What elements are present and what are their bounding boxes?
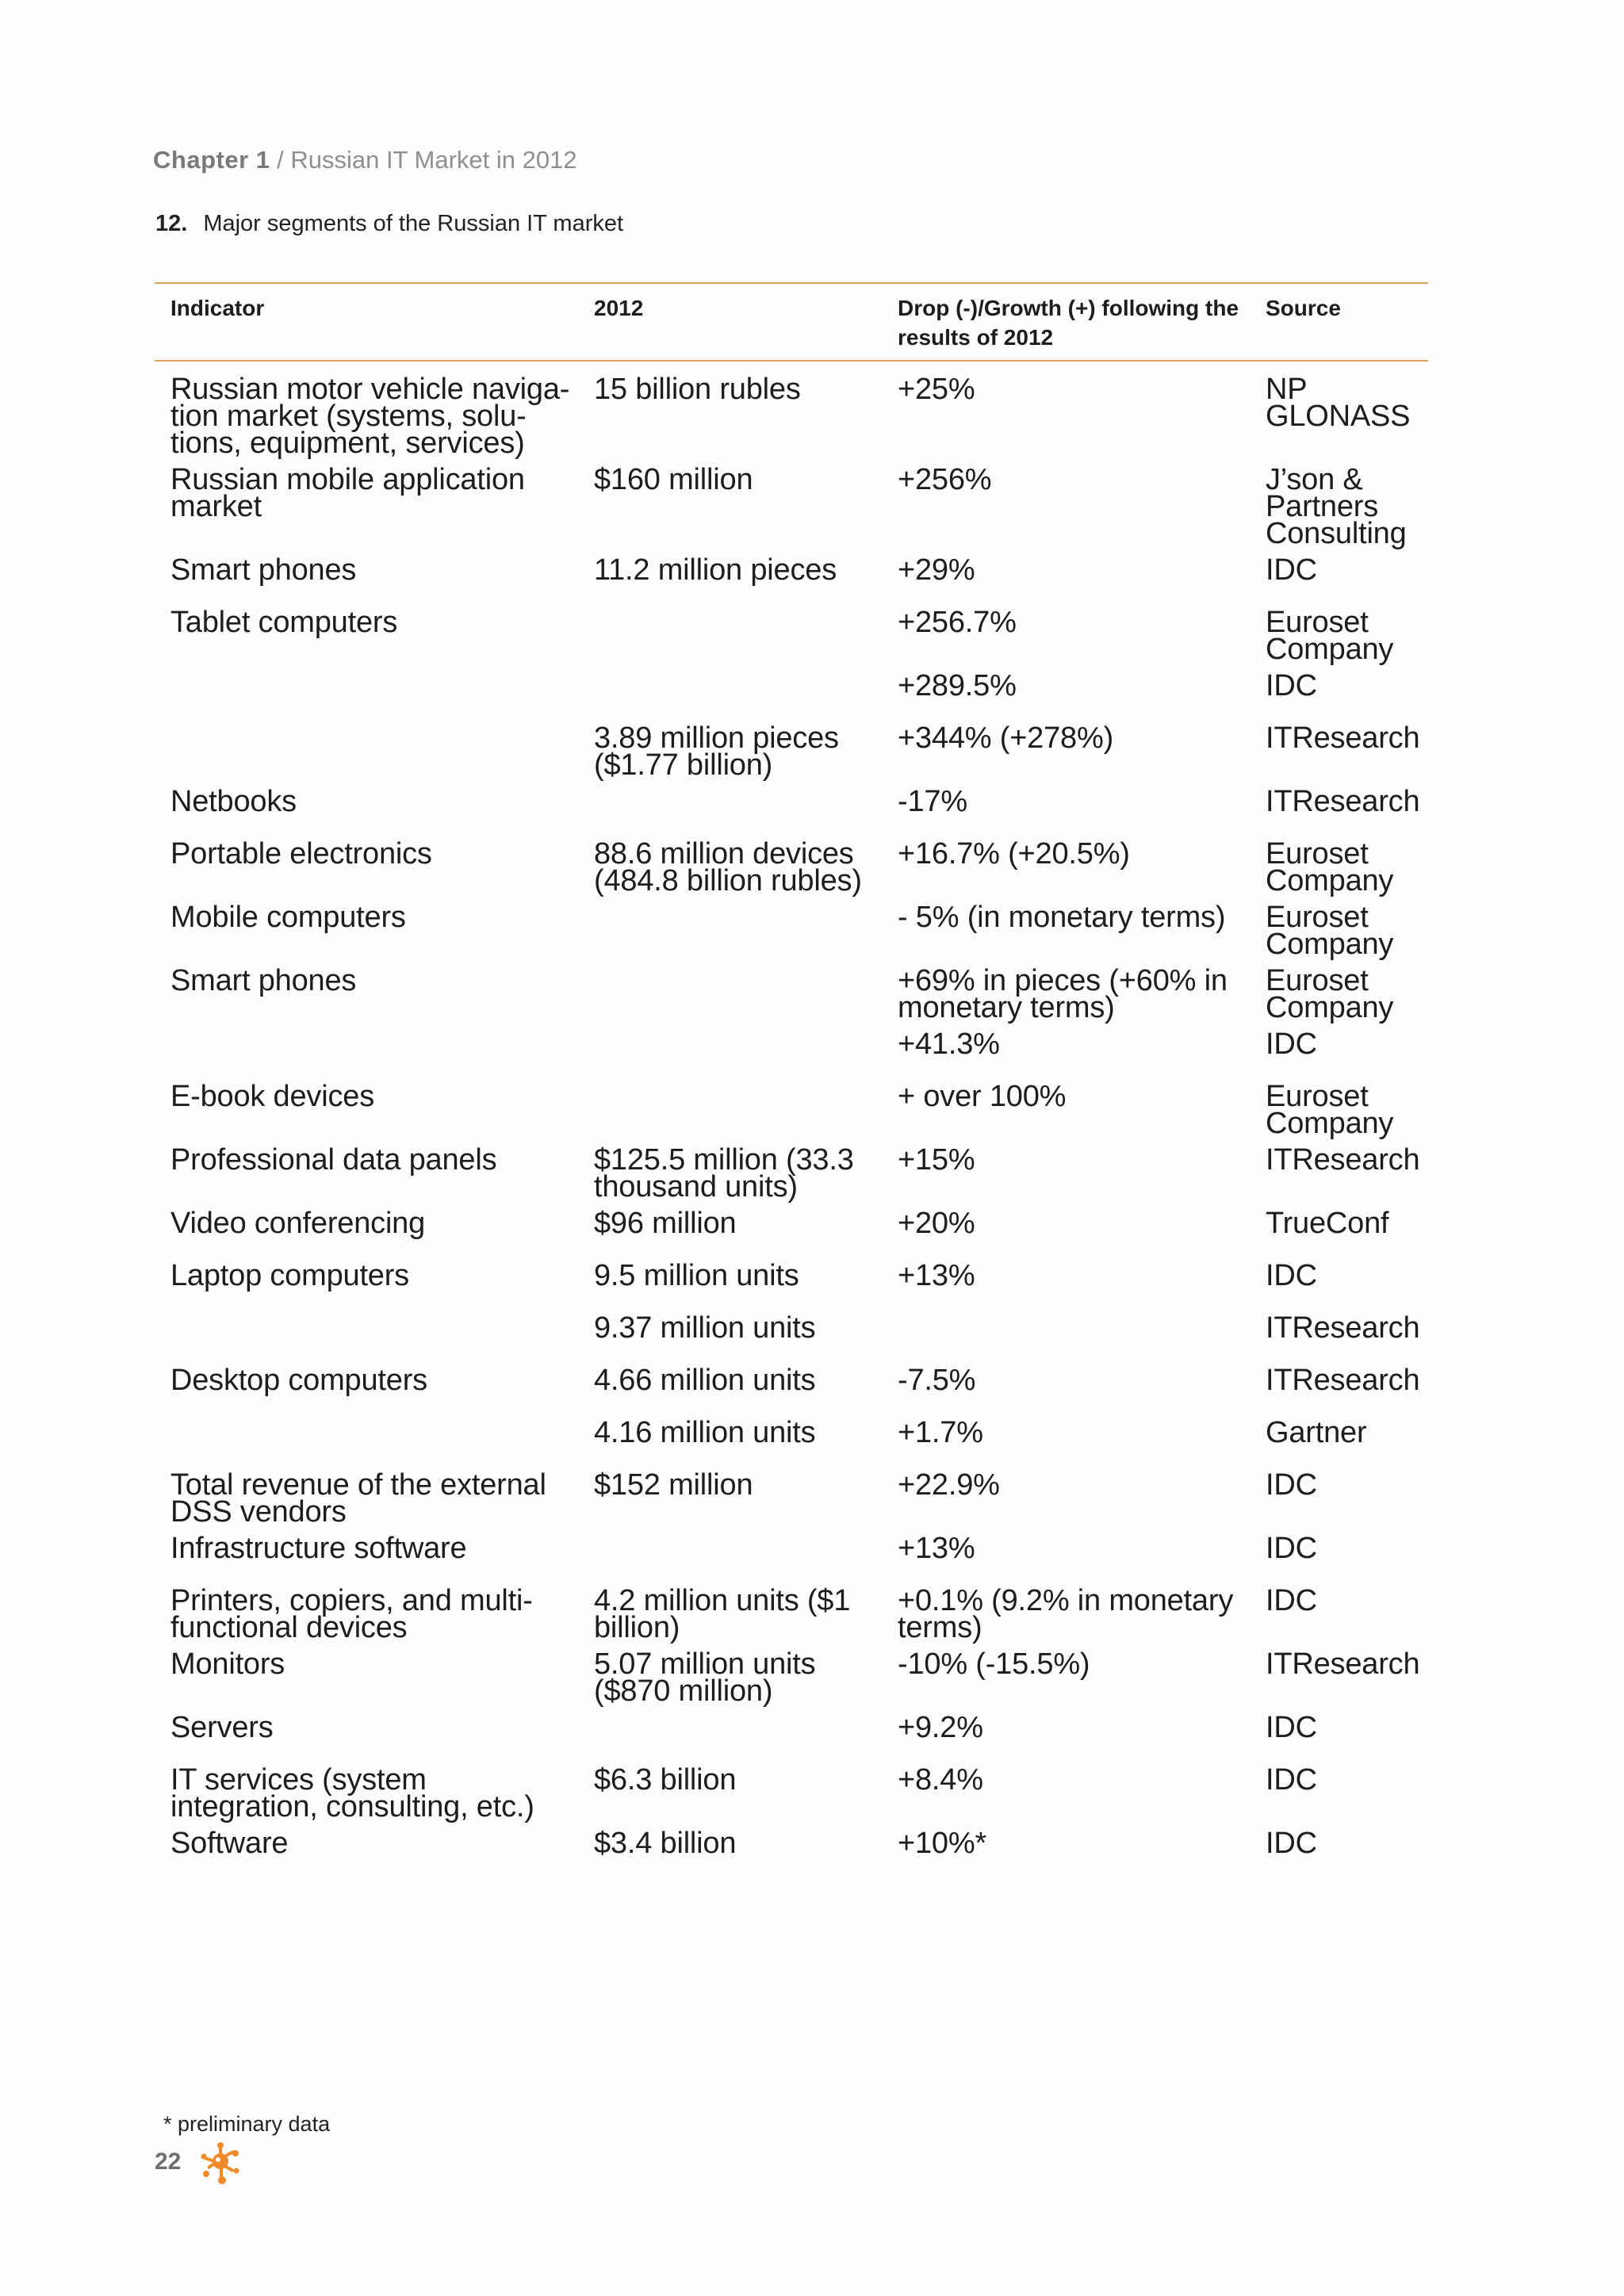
chapter-label: Chapter 1 [153, 146, 270, 174]
table-row [155, 1357, 1428, 1410]
cell-indicator [155, 1305, 578, 1357]
table-row [155, 1578, 1428, 1641]
cell-source: ITResearch [1266, 1364, 1420, 1397]
cell-source: Euroset Company [1266, 901, 1394, 961]
cell-change: -7.5% [898, 1364, 976, 1397]
cell-source: Euroset Company [1266, 606, 1394, 666]
cell-indicator: Laptop computers [170, 1259, 409, 1292]
header-separator: / [270, 146, 291, 174]
cell-indicator: Smart phones [170, 964, 357, 997]
cell-indicator: IT services (system integration, consulting, etc.) [170, 1763, 534, 1823]
cell-2012-value: 88.6 million devices (484.8 billion rubles) [594, 837, 862, 897]
cell-source: IDC [1266, 669, 1317, 702]
cell-source: IDC [1266, 1468, 1317, 1502]
cell-change: +8.4% [898, 1763, 983, 1797]
cell-indicator: Servers [170, 1711, 274, 1744]
cell-indicator: Smart phones [170, 553, 357, 587]
cell-indicator: E-book devices [170, 1080, 375, 1113]
cell-indicator: Printers, copiers, and multi-functional devices [170, 1584, 533, 1644]
cell-2012-value: 4.66 million units [594, 1364, 816, 1397]
table-row [155, 1757, 1428, 1820]
cell-change: - 5% (in monetary terms) [898, 901, 1226, 934]
column-header-indicator: Indicator [155, 283, 578, 361]
table-row [155, 894, 1428, 958]
table-row [155, 1820, 1428, 1873]
chapter-header [153, 146, 577, 174]
table-title: Major segments of the Russian IT market [203, 211, 624, 236]
cell-indicator: Tablet computers [170, 606, 398, 639]
cell-2012-value: $152 million [594, 1468, 753, 1502]
table-row [155, 361, 1428, 457]
table-row [155, 1525, 1428, 1578]
table-row [155, 1200, 1428, 1253]
cell-change: +16.7% (+20.5%) [898, 837, 1130, 871]
cell-2012-value [578, 663, 882, 715]
cell-source: IDC [1266, 1027, 1317, 1061]
cell-source: IDC [1266, 1584, 1317, 1617]
cell-2012-value [578, 1021, 882, 1073]
cell-2012-value [578, 958, 882, 1021]
cell-2012-value: 3.89 million pieces ($1.77 billion) [594, 721, 839, 782]
cell-change: +13% [898, 1532, 975, 1565]
cell-source: Gartner [1266, 1416, 1367, 1449]
cell-source: ITResearch [1266, 1647, 1420, 1681]
cell-source: ITResearch [1266, 785, 1420, 818]
page-number: 22 [155, 2149, 182, 2175]
cell-indicator [155, 715, 578, 779]
cell-indicator: Total revenue of the external DSS vendors [170, 1468, 546, 1529]
cell-change: +256% [898, 463, 992, 496]
cell-2012-value [578, 1705, 882, 1757]
cell-source: ITResearch [1266, 1311, 1420, 1345]
cell-change: +10%* [898, 1827, 987, 1860]
column-header-year: 2012 [578, 283, 882, 361]
table-row [155, 1705, 1428, 1757]
cell-change: +69% in pieces (+60% in monetary terms) [898, 964, 1228, 1024]
cell-2012-value [578, 599, 882, 663]
cell-2012-value [578, 1073, 882, 1137]
cell-2012-value: 9.5 million units [594, 1259, 799, 1292]
cell-indicator: Mobile computers [170, 901, 406, 934]
table-row [155, 1410, 1428, 1462]
cell-source: IDC [1266, 1827, 1317, 1860]
cell-change: + over 100% [898, 1080, 1067, 1113]
cell-change: +344% (+278%) [898, 721, 1114, 755]
cell-2012-value: 9.37 million units [594, 1311, 816, 1345]
table-row [155, 715, 1428, 779]
cell-2012-value: $3.4 billion [594, 1827, 737, 1860]
cell-change: +22.9% [898, 1468, 1000, 1502]
cell-change: +20% [898, 1207, 975, 1240]
table-row [155, 457, 1428, 547]
table-row [155, 831, 1428, 894]
cell-change: -10% (-15.5%) [898, 1647, 1090, 1681]
cell-2012-value [578, 779, 882, 831]
cell-2012-value: 4.2 million units ($1 billion) [594, 1584, 851, 1644]
table-row [155, 1462, 1428, 1525]
cell-2012-value: 11.2 million pieces [594, 553, 837, 587]
table-row [155, 1137, 1428, 1200]
cell-indicator: Russian motor vehicle naviga-tion market (systems, solu-tions, equipment, services) [170, 373, 570, 460]
cell-source: TrueConf [1266, 1207, 1389, 1240]
cell-indicator: Infrastructure software [170, 1532, 467, 1565]
cell-change: +41.3% [898, 1027, 1000, 1061]
cell-change: +13% [898, 1259, 975, 1292]
cell-indicator [155, 663, 578, 715]
market-segments-table [155, 282, 1428, 1873]
cell-2012-value: 15 billion rubles [594, 373, 801, 406]
splash-logo-icon [198, 2141, 243, 2185]
cell-source: IDC [1266, 1763, 1317, 1797]
column-header-change: Drop (-)/Growth (+) following the results of 2012 [882, 283, 1250, 361]
cell-indicator: Portable electronics [170, 837, 432, 871]
footnote: * preliminary data [163, 2112, 331, 2136]
table-caption [155, 211, 623, 237]
table-row [155, 547, 1428, 599]
table-row [155, 663, 1428, 715]
cell-source: J’son & Partners Consulting [1266, 463, 1407, 550]
cell-indicator: Russian mobile application market [170, 463, 525, 523]
cell-source: Euroset Company [1266, 837, 1394, 897]
cell-indicator: Desktop computers [170, 1364, 427, 1397]
cell-indicator [155, 1410, 578, 1462]
cell-2012-value: $6.3 billion [594, 1763, 737, 1797]
cell-change: +25% [898, 373, 975, 406]
cell-indicator [155, 1021, 578, 1073]
cell-change [882, 1305, 1250, 1357]
chapter-title: Russian IT Market in 2012 [290, 146, 577, 174]
cell-indicator: Monitors [170, 1647, 285, 1681]
table-body [155, 361, 1428, 1873]
cell-source: Euroset Company [1266, 1080, 1394, 1140]
cell-source: ITResearch [1266, 721, 1420, 755]
cell-indicator: Video conferencing [170, 1207, 426, 1240]
table-row [155, 1073, 1428, 1137]
cell-indicator: Professional data panels [170, 1143, 497, 1177]
cell-source: NP GLONASS [1266, 373, 1411, 433]
header-row [155, 283, 1428, 361]
cell-source: ITResearch [1266, 1143, 1420, 1177]
cell-change: +29% [898, 553, 975, 587]
cell-source: Euroset Company [1266, 964, 1394, 1024]
cell-change: +15% [898, 1143, 975, 1177]
cell-2012-value: $96 million [594, 1207, 737, 1240]
cell-2012-value: $160 million [594, 463, 753, 496]
table-row [155, 779, 1428, 831]
column-header-source: Source [1250, 283, 1428, 361]
cell-2012-value: 4.16 million units [594, 1416, 816, 1449]
cell-2012-value: $125.5 million (33.3 thousand units) [594, 1143, 854, 1203]
cell-indicator: Netbooks [170, 785, 297, 818]
table-number: 12. [155, 211, 188, 236]
cell-2012-value: 5.07 million units ($870 million) [594, 1647, 816, 1708]
table-row [155, 1305, 1428, 1357]
cell-indicator: Software [170, 1827, 289, 1860]
cell-change: +0.1% (9.2% in monetary terms) [898, 1584, 1234, 1644]
table-row [155, 1641, 1428, 1705]
table-row [155, 599, 1428, 663]
cell-2012-value [578, 1525, 882, 1578]
table-row [155, 1253, 1428, 1305]
cell-source: IDC [1266, 1259, 1317, 1292]
cell-change: +1.7% [898, 1416, 983, 1449]
cell-change: +9.2% [898, 1711, 983, 1744]
cell-change: -17% [898, 785, 967, 818]
cell-source: IDC [1266, 1711, 1317, 1744]
cell-source: IDC [1266, 1532, 1317, 1565]
table-row [155, 958, 1428, 1021]
table-header [155, 283, 1428, 361]
table-row [155, 1021, 1428, 1073]
cell-change: +289.5% [898, 669, 1017, 702]
cell-change: +256.7% [898, 606, 1017, 639]
cell-source: IDC [1266, 553, 1317, 587]
cell-2012-value [578, 894, 882, 958]
